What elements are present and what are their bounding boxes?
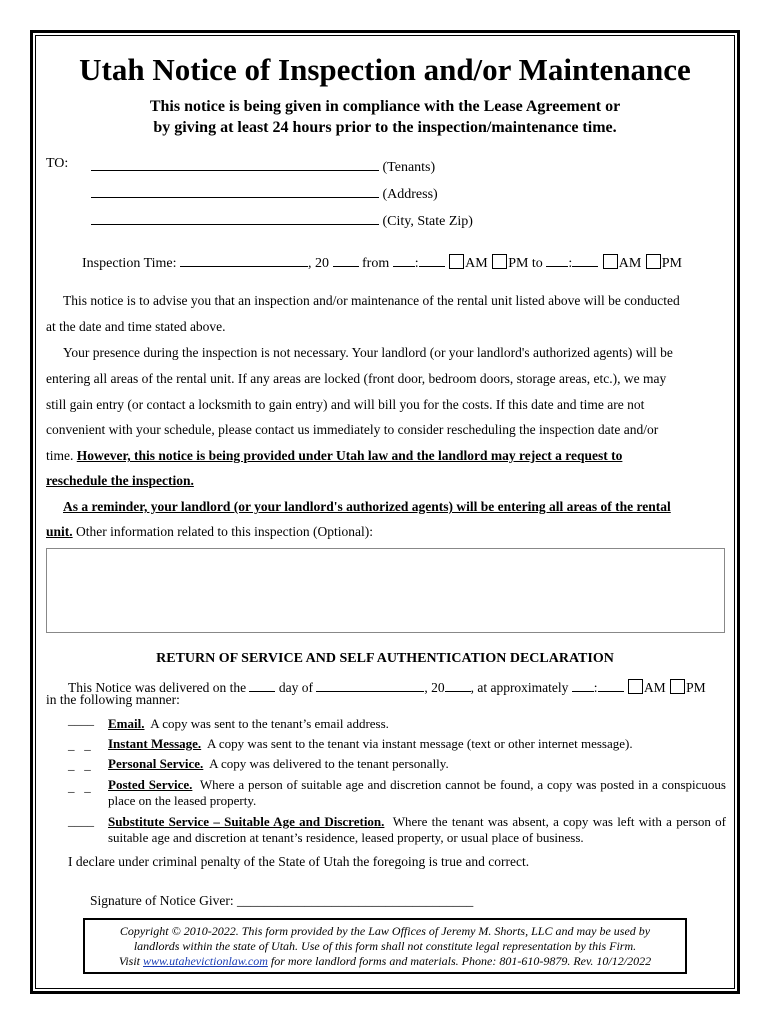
visit-label: Visit	[118, 954, 141, 968]
to-colon: :	[568, 256, 573, 271]
instant-message-blank[interactable]: _ _	[68, 737, 91, 752]
paragraph-2-line-5	[46, 448, 622, 464]
service-instant-message	[108, 736, 726, 752]
inspection-date-field[interactable]	[180, 252, 308, 267]
from-am-label: AM	[465, 256, 488, 271]
delivered-on-label: This Notice was delivered on the	[68, 680, 247, 695]
city-row	[91, 210, 473, 230]
to-am-checkbox[interactable]	[603, 254, 618, 269]
reminder-line-2	[46, 524, 373, 540]
tenants-field[interactable]	[91, 156, 379, 171]
inspection-year-field[interactable]	[333, 252, 359, 267]
contact-info: for more landlord forms and materials. Phone: 801-610-9879. Rev. 10/12/2022	[270, 954, 652, 968]
paragraph-1-line-2: at the date and time stated above.	[46, 319, 226, 334]
delivered-pm-checkbox[interactable]	[670, 679, 685, 694]
from-am-checkbox[interactable]	[449, 254, 464, 269]
paragraph-2-line-4: convenient with your schedule, please contact us immediately to consider rescheduling the inspection date and/or	[46, 422, 659, 437]
to-hour-field[interactable]	[546, 252, 568, 267]
subtitle-line-1: This notice is being given in compliance with the Lease Agreement or	[149, 98, 621, 115]
from-label: from	[362, 256, 390, 271]
paragraph-2-line-2: entering all areas of the rental unit. If any areas are locked (front door, bedroom doors, storage areas, etc.), we may	[46, 371, 667, 386]
service-email-desc: A copy was sent to the tenant’s email address.	[150, 716, 389, 731]
delivered-colon: :	[593, 680, 598, 695]
website-link[interactable]: www.utahevictionlaw.com	[143, 954, 268, 968]
copyright-line-2: landlords within the state of Utah. Use of this form shall not constitute legal representation by this Firm.	[133, 939, 637, 953]
pm-to-label: PM to	[508, 256, 543, 271]
to-pm-label: PM	[661, 256, 682, 271]
service-im-name: Instant Message.	[108, 736, 202, 751]
paragraph-2-line-3: still gain entry (or contact a locksmith to gain entry) and will bill you for the costs. If this date and time are not	[46, 397, 645, 412]
return-of-service-heading: RETURN OF SERVICE AND SELF AUTHENTICATION DECLARATION	[156, 651, 614, 666]
signature-line[interactable]: Signature of Notice Giver: ___________________________________	[90, 893, 474, 908]
unit-word: unit.	[46, 524, 73, 539]
day-of-label: day of	[278, 680, 313, 695]
service-email-name: Email.	[108, 716, 145, 731]
substitute-service-blank[interactable]: ____	[68, 813, 94, 828]
address-field[interactable]	[91, 183, 379, 198]
year-prefix: , 20	[308, 256, 330, 271]
inspection-time-row	[82, 252, 682, 272]
tenants-row	[91, 156, 435, 176]
service-substitute	[108, 814, 726, 846]
service-email	[108, 716, 726, 732]
service-im-desc: A copy was sent to the tenant via instant message (text or other internet message).	[206, 736, 633, 751]
personal-service-blank[interactable]: _ _	[68, 757, 91, 772]
to-pm-checkbox[interactable]	[646, 254, 661, 269]
copyright-line-1: Copyright © 2010-2022. This form provided by the Law Offices of Jeremy M. Shorts, LLC and may be used by	[119, 924, 651, 938]
reject-warning: However, this notice is being provided under Utah law and the landlord may reject a request to	[76, 448, 623, 463]
delivered-am-checkbox[interactable]	[628, 679, 643, 694]
to-minute-field[interactable]	[572, 252, 598, 267]
paragraph-2-line-6: reschedule the inspection.	[46, 473, 194, 488]
service-posted-name: Posted Service.	[108, 777, 193, 792]
city-label: (City, State Zip)	[382, 214, 473, 229]
delivered-year-prefix: , 20	[424, 680, 445, 695]
from-hour-field[interactable]	[393, 252, 415, 267]
paragraph-1-line-1: This notice is to advise you that an inspection and/or maintenance of the rental unit listed above will be conducted	[63, 293, 680, 308]
paragraph-2-line-1: Your presence during the inspection is not necessary. Your landlord (or your landlord's authorized agents) will be	[63, 345, 673, 360]
from-colon: :	[414, 256, 419, 271]
service-substitute-desc: Where the tenant was absent, a copy was left with a person of suitable age and discretion at tenant’s residence, leased property, or usual place of business.	[108, 814, 726, 845]
service-posted-desc: Where a person of suitable age and discretion cannot be found, a copy was posted in a conspicuous place on the leased property.	[108, 777, 726, 808]
service-personal-desc: A copy was delivered to the tenant personally.	[209, 756, 449, 771]
copyright-box	[83, 918, 687, 974]
optional-info-label: Other information related to this inspection (Optional):	[76, 524, 373, 539]
service-substitute-name: Substitute Service – Suitable Age and Discretion.	[108, 814, 385, 829]
approximately-label: , at approximately	[470, 680, 569, 695]
from-pm-checkbox[interactable]	[492, 254, 507, 269]
to-am-label: AM	[618, 256, 642, 271]
email-blank[interactable]: ____	[68, 712, 94, 727]
service-personal	[108, 756, 726, 772]
tenants-label: (Tenants)	[382, 160, 436, 175]
time-word: time.	[46, 448, 74, 463]
to-label: TO:	[46, 156, 69, 171]
optional-info-textbox[interactable]	[46, 548, 725, 633]
page-title: Utah Notice of Inspection and/or Maintenance	[79, 52, 691, 87]
service-posted	[108, 777, 726, 809]
delivered-pm-label: PM	[686, 680, 706, 695]
from-minute-field[interactable]	[419, 252, 445, 267]
subtitle-line-2: by giving at least 24 hours prior to the inspection/maintenance time.	[153, 119, 617, 136]
manner-label: in the following manner:	[46, 692, 180, 707]
delivered-day-field[interactable]	[249, 677, 275, 692]
service-personal-name: Personal Service.	[108, 756, 204, 771]
city-state-zip-field[interactable]	[91, 210, 379, 225]
posted-service-blank[interactable]: _ _	[68, 779, 91, 794]
copyright-line-3	[85, 954, 685, 969]
delivered-year-field[interactable]	[445, 677, 471, 692]
delivered-am-label: AM	[643, 680, 666, 695]
delivered-hour-field[interactable]	[572, 677, 594, 692]
declaration-text: I declare under criminal penalty of the State of Utah the foregoing is true and correct.	[68, 854, 530, 869]
reminder-line-1: As a reminder, your landlord (or your landlord's authorized agents) will be entering all areas of the rental	[63, 499, 671, 514]
address-label: (Address)	[382, 187, 438, 202]
inspection-time-label: Inspection Time:	[82, 256, 177, 271]
delivered-minute-field[interactable]	[598, 677, 624, 692]
address-row	[91, 183, 438, 203]
delivered-month-field[interactable]	[316, 677, 424, 692]
